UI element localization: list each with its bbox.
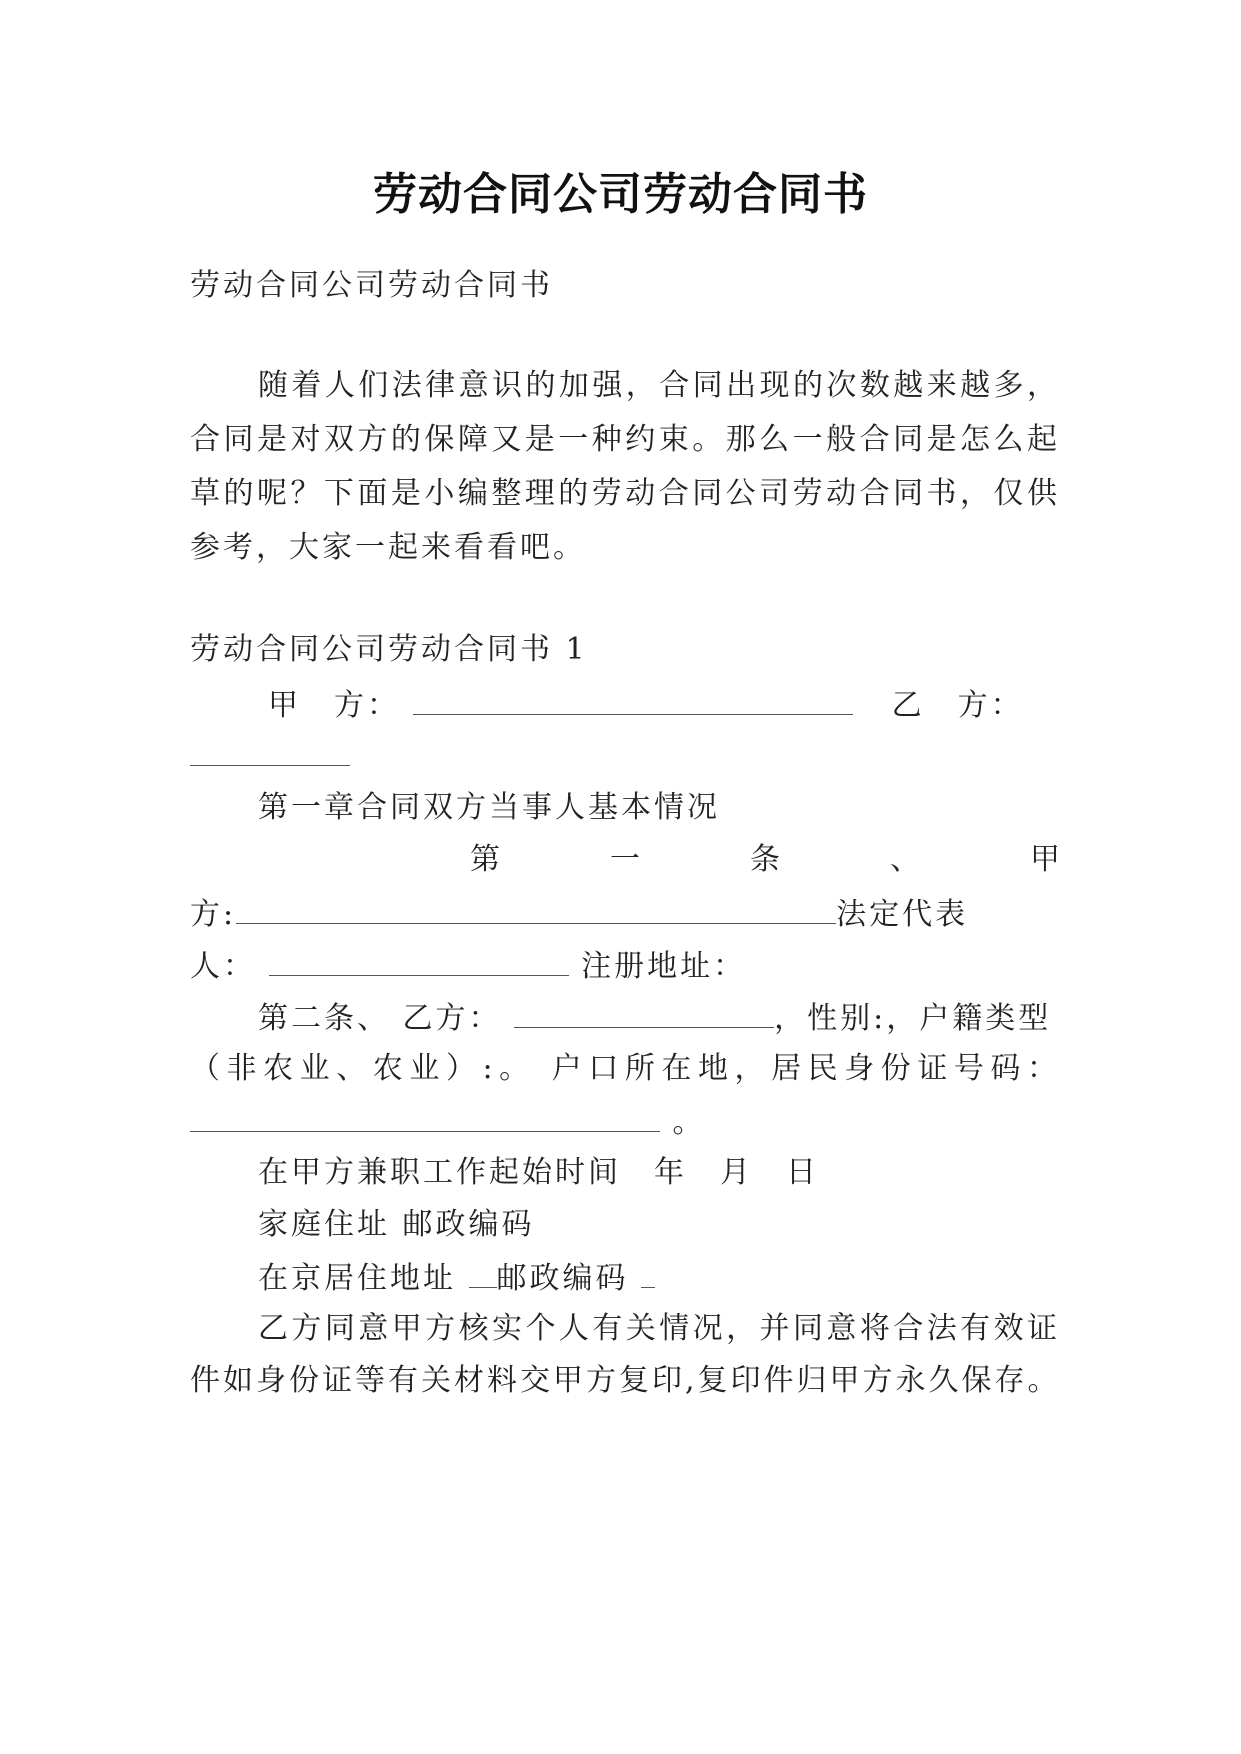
legal-rep-label: 法定代表 <box>836 897 969 932</box>
chapter-heading: 第一章合同双方当事人基本情况 <box>258 790 720 825</box>
article1-word-1: 第 <box>470 842 500 877</box>
article1-word-3: 条 <box>750 842 780 877</box>
document-title: 劳动合同公司劳动合同书 <box>373 169 868 220</box>
article1-word-4: 、 <box>890 842 920 877</box>
beijing-postal-label: 邮政编码 <box>496 1261 642 1296</box>
article1-word-5: 甲 <box>1030 842 1060 877</box>
party-a-label: 甲 方： <box>268 688 400 723</box>
parties-line <box>268 684 1060 726</box>
party-a-name-blank <box>236 893 836 924</box>
consent-line-1: 乙方同意甲方核实个人有关情况，并同意将合法有效证 <box>258 1311 1060 1346</box>
gender-household-label: ，性别:，户籍类型 <box>774 1001 1052 1036</box>
intro-line-4: 参考，大家一起来看看吧。 <box>190 530 586 565</box>
beijing-address-label: 在京居住地址 <box>258 1261 469 1296</box>
beijing-address-line <box>258 1257 1060 1299</box>
party-b-blank <box>190 735 350 766</box>
id-number-period: 。 <box>672 1105 706 1140</box>
home-address-line: 家庭住址 邮政编码 <box>258 1207 535 1242</box>
article2-label: 第二条、 乙方： <box>258 1001 502 1036</box>
beijing-address-blank <box>469 1257 497 1288</box>
intro-line-3: 草的呢？下面是小编整理的劳动合同公司劳动合同书，仅供 <box>190 476 1060 511</box>
legal-rep-blank <box>269 945 569 976</box>
party-b-name-blank <box>514 997 774 1028</box>
id-number-blank <box>190 1101 660 1132</box>
article1-line-2 <box>190 893 1060 935</box>
article1-party-a-label: 方: <box>190 897 237 932</box>
section-heading: 劳动合同公司劳动合同书 1 <box>190 632 588 667</box>
article2-line-1 <box>258 997 1060 1039</box>
article1-heading <box>470 840 1060 880</box>
document-subtitle: 劳动合同公司劳动合同书 <box>190 268 553 303</box>
consent-line-2: 件如身份证等有关材料交甲方复印,复印件归甲方永久保存。 <box>190 1363 1061 1398</box>
article2-line-2: （非农业、农业）:。 户口所在地，居民身份证号码： <box>190 1051 1060 1086</box>
intro-line-2: 合同是对双方的保障又是一种约束。那么一般合同是怎么起 <box>190 422 1060 457</box>
party-a-blank <box>413 684 853 715</box>
article1-line-3 <box>190 945 1060 987</box>
beijing-postal-blank <box>641 1257 655 1288</box>
party-b-blank-line <box>190 735 1060 777</box>
party-b-label: 乙 方： <box>891 688 1024 723</box>
registered-address-label: 注册地址： <box>581 949 747 984</box>
legal-rep-person-label: 人： <box>190 949 256 984</box>
article1-word-2: 一 <box>610 842 640 877</box>
article2-line-3 <box>190 1101 1060 1143</box>
intro-line-1: 随着人们法律意识的加强，合同出现的次数越来越多， <box>258 368 1060 403</box>
work-start-line: 在甲方兼职工作起始时间 年 月 日 <box>258 1155 819 1190</box>
